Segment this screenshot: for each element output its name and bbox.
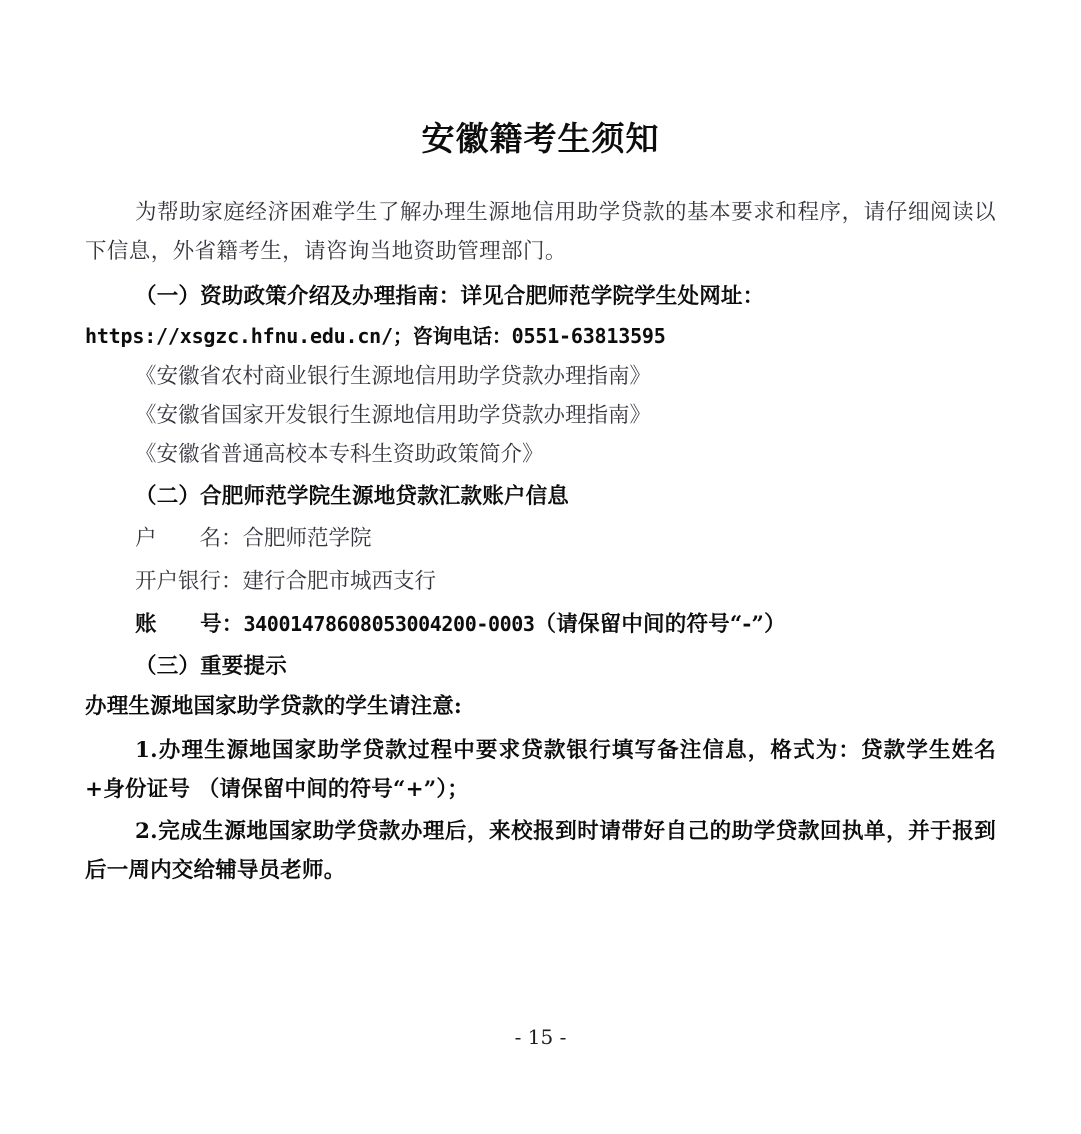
section-two-heading: （二）合肥师范学院生源地贷款汇款账户信息 xyxy=(135,484,570,509)
account-number-row xyxy=(85,605,1046,644)
page-number: - 15 - xyxy=(514,1025,567,1049)
section-three-subheading: 办理生源地国家助学贷款的学生请注意: xyxy=(85,694,463,719)
account-name-label: 户 名： xyxy=(135,526,243,551)
intro-paragraph: 为帮助家庭经济困难学生了解办理生源地信用助学贷款的基本要求和程序，请仔细阅读以下信息，外省籍考生，请咨询当地资助管理部门。 xyxy=(85,200,996,264)
bank-label: 开户银行： xyxy=(135,569,243,594)
guide-item: 《安徽省普通高校本专科生资助政策简介》 xyxy=(135,442,544,467)
notice-item: 1.办理生源地国家助学贷款过程中要求贷款银行填写备注信息，格式为：贷款学生姓名+身份证号 （请保留中间的符号“+”）； xyxy=(85,738,996,802)
notice-item: 2.完成生源地国家助学贷款办理后，来校报到时请带好自己的助学贷款回执单，并于报到后一周内交给辅导员老师。 xyxy=(85,819,996,883)
bank-row xyxy=(85,562,1046,601)
account-number-note: （请保留中间的符号“-”） xyxy=(534,612,786,637)
guide-item: 《安徽省农村商业银行生源地信用助学贷款办理指南》 xyxy=(135,364,652,389)
page-title: 安徽籍考生须知 xyxy=(421,119,660,158)
bank-value: 建行合肥市城西支行 xyxy=(242,569,437,594)
account-number-label: 账 号： xyxy=(135,612,244,637)
guide-item: 《安徽省国家开发银行生源地信用助学贷款办理指南》 xyxy=(135,403,652,428)
account-name-row xyxy=(85,519,1046,558)
section-one-heading: （一）资助政策介绍及办理指南：详见合肥师范学院学生处网址： xyxy=(135,284,765,309)
account-name-value: 合肥师范学院 xyxy=(242,526,372,551)
account-number-value: 34001478608053004200-0003 xyxy=(243,612,535,636)
section-three-heading: （三）重要提示 xyxy=(135,654,287,679)
section-one-url-line[interactable]: https://xsgzc.hfnu.edu.cn/；咨询电话：0551-63813595 xyxy=(85,324,666,348)
